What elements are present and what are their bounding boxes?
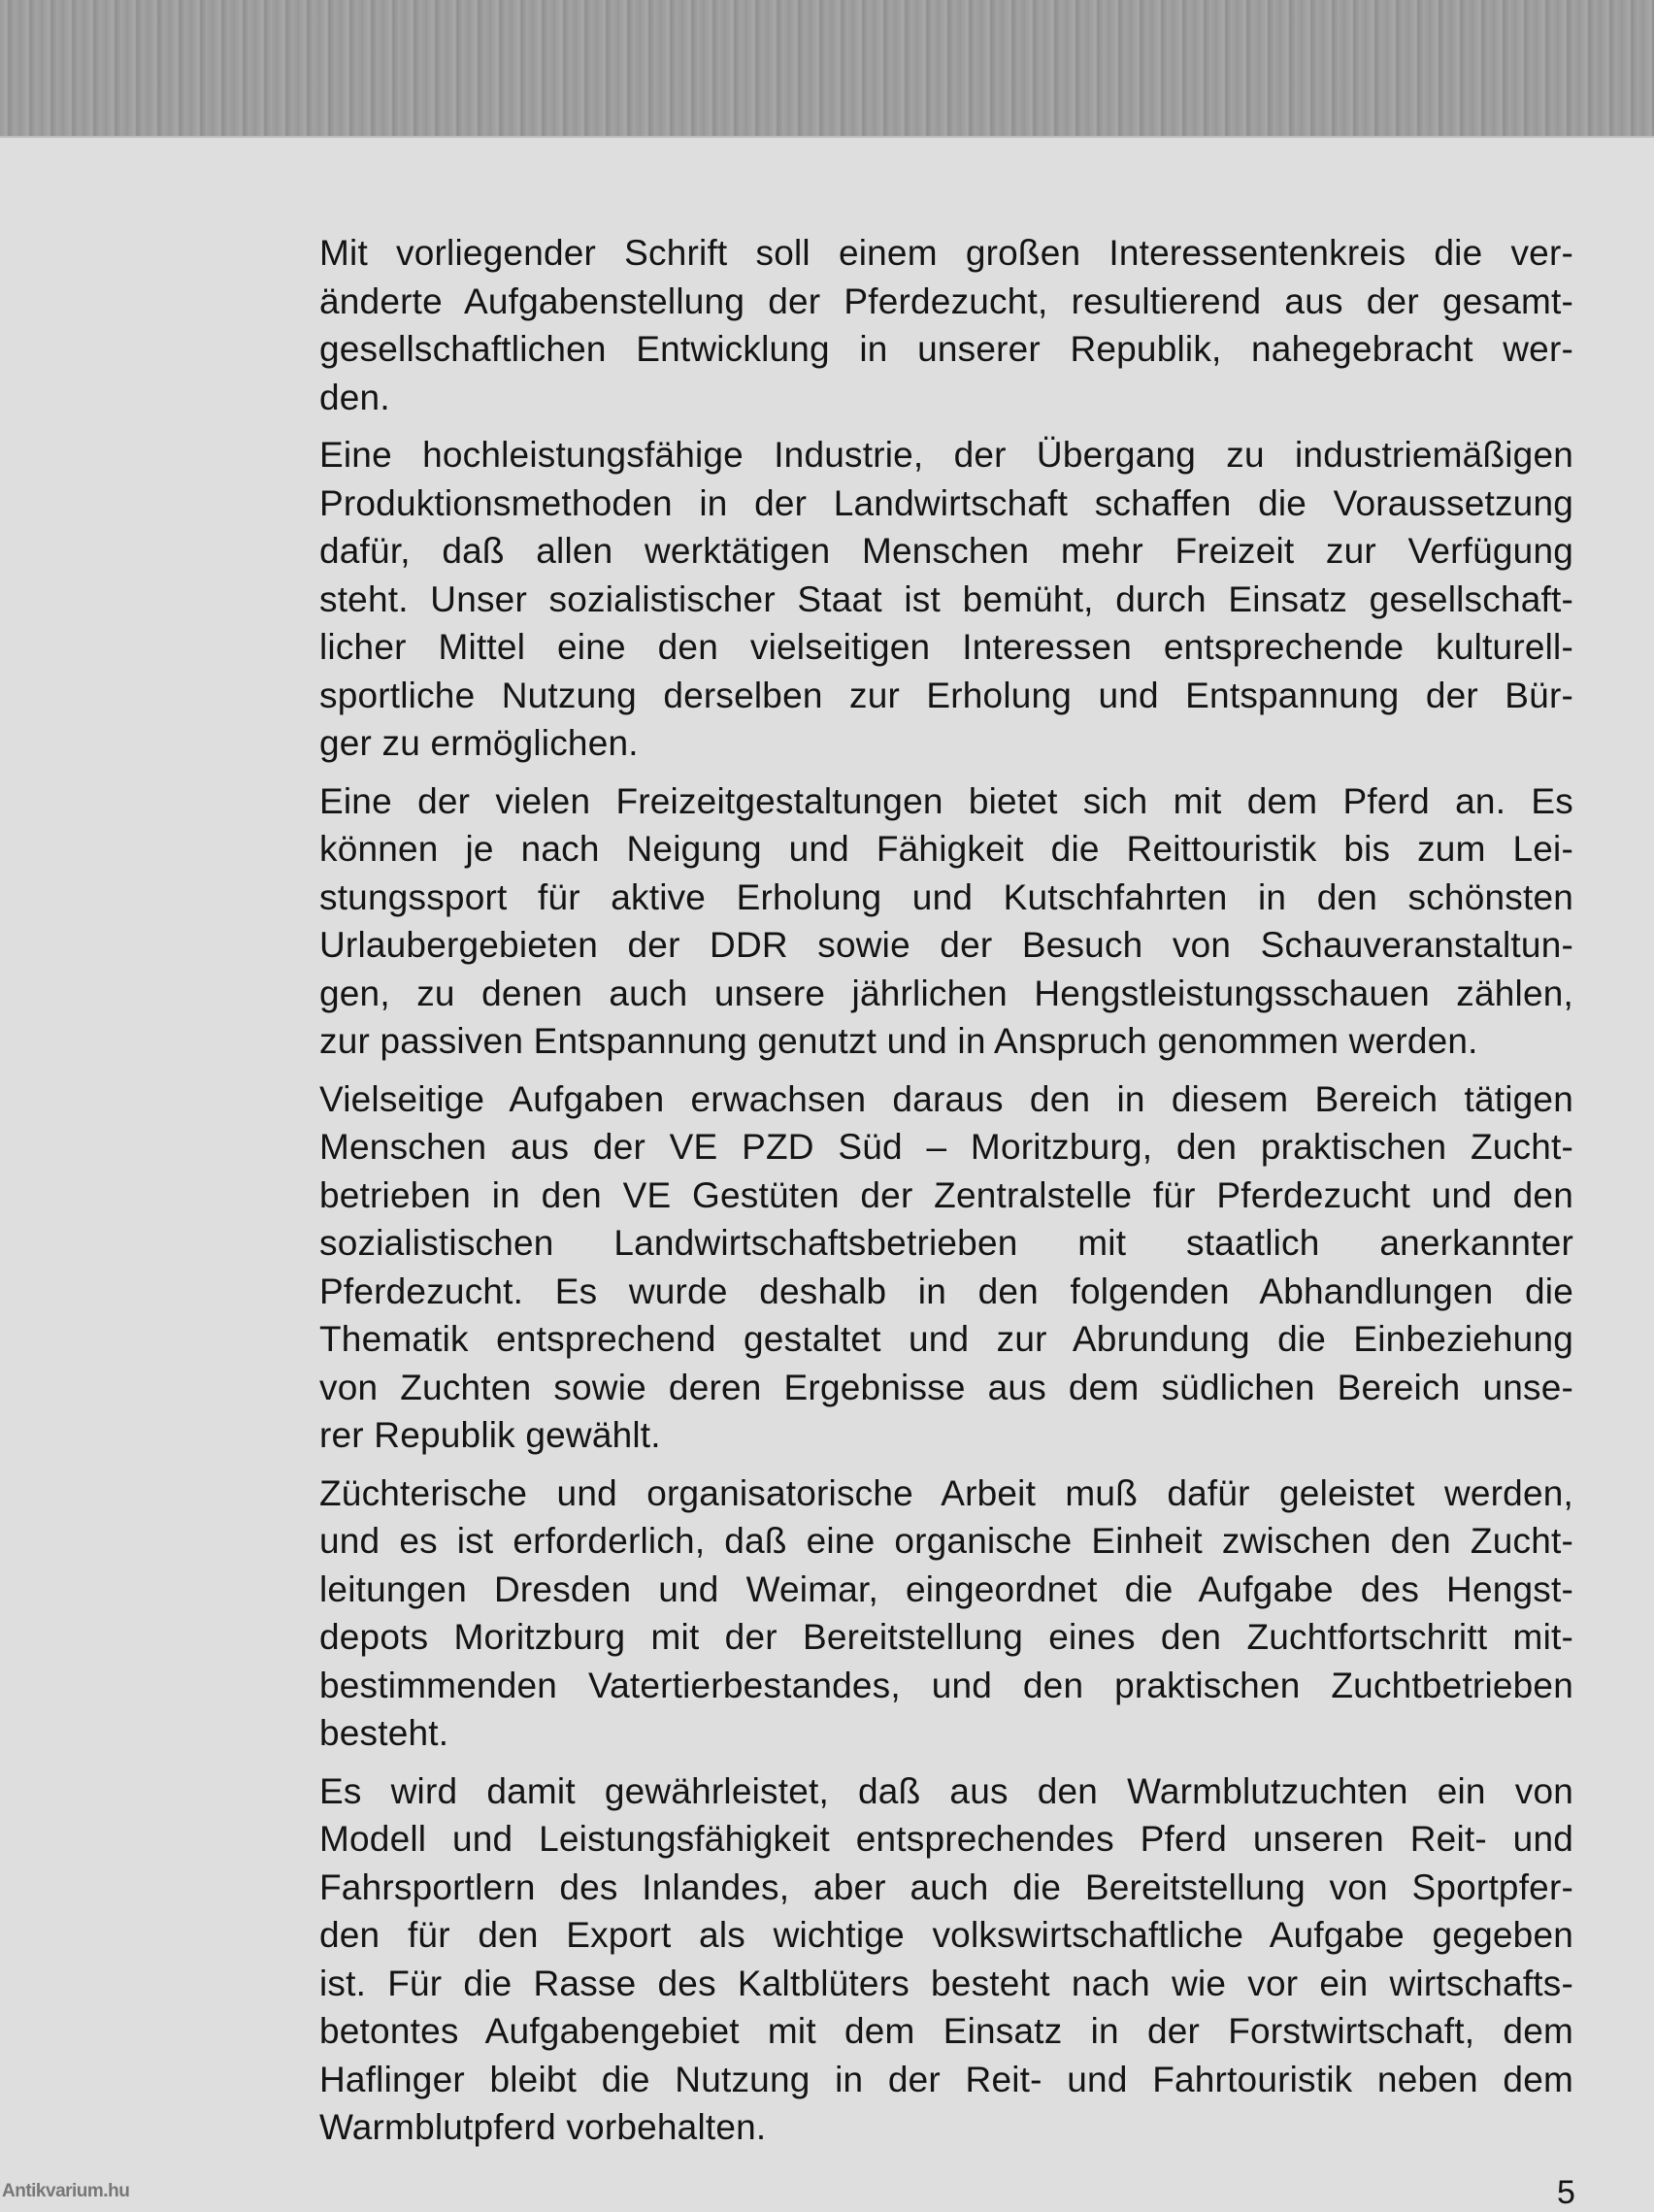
text-line: Menschen aus der VE PZD Süd – Moritzburg, den praktischen Zucht- [319, 1127, 1573, 1167]
text-line: depots Moritzburg mit der Bereitstellung eines den Zuchtfortschritt mit- [319, 1617, 1573, 1657]
text-line: Eine der vielen Freizeitgestaltungen bietet sich mit dem Pferd an. Es [319, 780, 1573, 821]
text-line: Mit vorliegender Schrift soll einem großen Interessentenkreis die ver- [319, 233, 1573, 273]
text-line: den. [319, 377, 390, 417]
paragraph [319, 1469, 1573, 1758]
paragraph [319, 1075, 1573, 1460]
text-line: Fahrsportlern des Inlandes, aber auch die Bereitstellung von Sportpfer- [319, 1866, 1573, 1907]
text-line: können je nach Neigung und Fähigkeit die Reittouristik bis zum Lei- [319, 829, 1573, 869]
text-line: stungssport für aktive Erholung und Kutschfahrten in den schönsten [319, 876, 1573, 917]
text-line: und es ist erforderlich, daß eine organische Einheit zwischen den Zucht- [319, 1521, 1573, 1561]
paragraph [319, 229, 1573, 421]
text-line: sportliche Nutzung derselben zur Erholung und Entspannung der Bür- [319, 675, 1573, 715]
scan-top-edge [0, 0, 1654, 138]
text-line: änderte Aufgabenstellung der Pferdezucht, resultierend aus der gesamt- [319, 281, 1573, 321]
text-line: Es wird damit gewährleistet, daß aus den Warmblutzuchten ein von [319, 1770, 1573, 1811]
text-line: ist. Für die Rasse des Kaltblüters besteht nach wie vor ein wirtschafts- [319, 1963, 1573, 2003]
paragraph [319, 1767, 1573, 2152]
text-line: leitungen Dresden und Weimar, eingeordnet die Aufgabe des Hengst- [319, 1568, 1573, 1609]
text-line: Produktionsmethoden in der Landwirtschaft schaffen die Voraussetzung [319, 482, 1573, 523]
text-line: Züchterische und organisatorische Arbeit muß dafür geleistet werden, [319, 1472, 1573, 1513]
text-line: rer Republik gewählt. [319, 1415, 661, 1455]
text-line: Thematik entsprechend gestaltet und zur Abrundung die Einbeziehung [319, 1319, 1573, 1359]
text-line: Modell und Leistungsfähigkeit entsprechendes Pferd unseren Reit- und [319, 1819, 1573, 1859]
text-line: betrieben in den VE Gestüten der Zentralstelle für Pferdezucht und den [319, 1174, 1573, 1215]
page-number: 5 [1557, 2174, 1575, 2211]
text-line: Urlaubergebieten der DDR sowie der Besuch von Schauveranstaltun- [319, 925, 1573, 965]
text-line: bestimmenden Vatertierbestandes, und den praktischen Zuchtbetrieben [319, 1665, 1573, 1705]
text-line: Haflinger bleibt die Nutzung in der Reit- und Fahrtouristik neben dem [319, 2059, 1573, 2099]
text-line: steht. Unser sozialistischer Staat ist bemüht, durch Einsatz gesellschaft- [319, 578, 1573, 619]
text-line: zur passiven Entspannung genutzt und in Anspruch genommen werden. [319, 1021, 1478, 1061]
text-line: sozialistischen Landwirtschaftsbetrieben mit staatlich anerkannter [319, 1223, 1573, 1263]
text-line: gesellschaftlichen Entwicklung in unserer Republik, nahegebracht wer- [319, 329, 1573, 369]
text-line: Eine hochleistungsfähige Industrie, der Übergang zu industriemäßigen [319, 435, 1573, 475]
text-line: besteht. [319, 1713, 449, 1753]
watermark: Antikvarium.hu [2, 2181, 130, 2201]
text-line: dafür, daß allen werktätigen Menschen mehr Freizeit zur Verfügung [319, 531, 1573, 571]
text-line: betontes Aufgabengebiet mit dem Einsatz in der Forstwirtschaft, dem [319, 2011, 1573, 2051]
text-line: Warmblutpferd vorbehalten. [319, 2107, 767, 2147]
text-line: gen, zu denen auch unsere jährlichen Hengstleistungsschauen zählen, [319, 973, 1573, 1013]
body-text [319, 229, 1573, 2162]
text-line: von Zuchten sowie deren Ergebnisse aus dem südlichen Bereich unse- [319, 1367, 1573, 1407]
text-line: Pferdezucht. Es wurde deshalb in den folgenden Abhandlungen die [319, 1271, 1573, 1311]
paragraph [319, 777, 1573, 1066]
text-line: den für den Export als wichtige volkswirtschaftliche Aufgabe gegeben [319, 1915, 1573, 1955]
text-line: licher Mittel eine den vielseitigen Interessen entsprechende kulturell- [319, 627, 1573, 667]
text-line: ger zu ermöglichen. [319, 723, 639, 763]
paragraph [319, 431, 1573, 768]
text-line: Vielseitige Aufgaben erwachsen daraus den in diesem Bereich tätigen [319, 1078, 1573, 1119]
